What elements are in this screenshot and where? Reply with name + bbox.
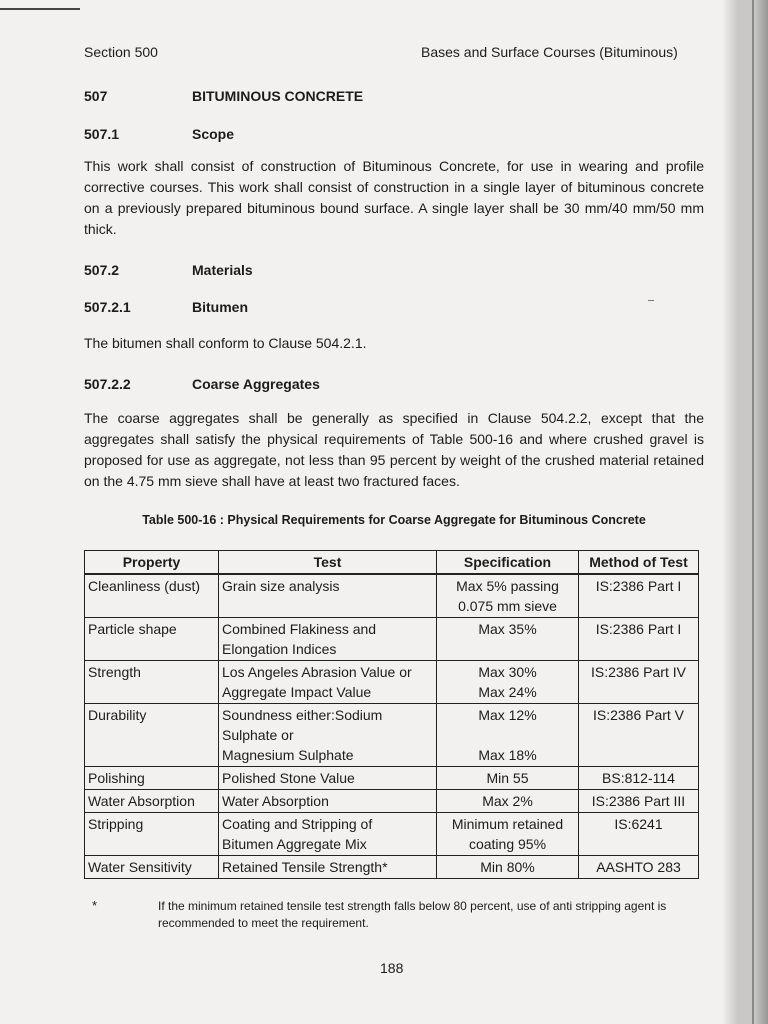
spec-line: Max 35% — [478, 621, 537, 637]
test-cell — [219, 704, 437, 767]
table-row — [85, 767, 699, 790]
property-cell: Water Sensitivity — [85, 856, 219, 879]
specification-cell — [437, 704, 579, 767]
coarse-aggregates-paragraph: The coarse aggregates shall be generally as specified in Clause 504.2.2, except that the aggregates shall satisfy the physical requirements of Table 500-16 and where crushed gravel is proposed for use as aggregate, not less than 95 percent by weight of the crushed material retained on the 4.75 mm sieve shall have at least two fractured faces. — [84, 410, 704, 489]
test-line: Water Absorption — [222, 793, 329, 809]
footnote-text: If the minimum retained tensile test strength falls below 80 percent, use of anti stripping agent is recommended to meet the requirement. — [158, 899, 667, 930]
page-number: 188 — [380, 960, 404, 976]
property-cell: Durability — [85, 704, 219, 767]
section-title: BITUMINOUS CONCRETE — [192, 88, 364, 104]
test-line: Sulphate or — [222, 727, 294, 743]
test-cell — [219, 767, 437, 790]
header-section: Section 500 — [84, 44, 158, 60]
bitumen-paragraph: The bitumen shall conform to Clause 504.2.1. — [84, 335, 367, 351]
test-line: Los Angeles Abrasion Value or — [222, 664, 412, 680]
property-cell: Particle shape — [85, 618, 219, 661]
spec-line: Max 24% — [478, 684, 537, 700]
table-row — [85, 618, 699, 661]
scope-paragraph: This work shall consist of construction of Bituminous Concrete, for use in wearing and profile corrective courses. This work shall consist of construction in a single layer of bituminous concrete on a previously prepared bituminous bound surface. A single layer shall be 30 mm/40 mm/50 mm thick. — [84, 158, 704, 237]
spec-line: 0.075 mm sieve — [458, 598, 557, 614]
table-row — [85, 813, 699, 856]
method-cell: BS:812-114 — [579, 767, 699, 790]
table-row — [85, 790, 699, 813]
property-cell: Water Absorption — [85, 790, 219, 813]
column-header-test: Test — [219, 551, 437, 575]
test-cell — [219, 574, 437, 618]
method-cell: IS:2386 Part IV — [579, 661, 699, 704]
table-row — [85, 661, 699, 704]
test-line: Elongation Indices — [222, 641, 337, 657]
test-line: Grain size analysis — [222, 578, 340, 594]
book-spine-shadow — [722, 0, 768, 1024]
method-cell: IS:6241 — [579, 813, 699, 856]
table-row — [85, 704, 699, 767]
header-chapter-title: Bases and Surface Courses (Bituminous) — [421, 44, 678, 60]
method-cell: IS:2386 Part V — [579, 704, 699, 767]
spec-spacer — [440, 725, 575, 745]
table-row — [85, 574, 699, 618]
test-cell — [219, 856, 437, 879]
method-cell: IS:2386 Part III — [579, 790, 699, 813]
test-line: Bitumen Aggregate Mix — [222, 836, 367, 852]
property-cell: Strength — [85, 661, 219, 704]
test-line: Magnesium Sulphate — [222, 747, 354, 763]
top-rule — [0, 8, 80, 10]
book-spine-edge — [752, 0, 754, 1024]
test-cell — [219, 661, 437, 704]
method-cell: IS:2386 Part I — [579, 618, 699, 661]
specification-cell — [437, 618, 579, 661]
test-cell — [219, 790, 437, 813]
property-cell: Stripping — [85, 813, 219, 856]
specification-cell — [437, 767, 579, 790]
specification-cell — [437, 790, 579, 813]
test-cell — [219, 618, 437, 661]
spec-line: Max 2% — [482, 793, 533, 809]
test-line: Retained Tensile Strength* — [222, 859, 388, 875]
specification-cell — [437, 856, 579, 879]
stray-mark — [648, 300, 654, 301]
section-number: 507.2.1 — [84, 299, 131, 315]
spec-line: Min 55 — [486, 770, 529, 786]
specification-cell — [437, 574, 579, 618]
spec-line: coating 95% — [468, 836, 547, 852]
test-line: Combined Flakiness and — [222, 621, 377, 637]
table-header-row — [85, 551, 699, 575]
section-title: Scope — [192, 126, 235, 142]
spec-line: Minimum retained — [451, 816, 564, 832]
table-row — [85, 856, 699, 879]
method-cell: AASHTO 283 — [579, 856, 699, 879]
specification-cell — [437, 813, 579, 856]
specification-cell — [437, 661, 579, 704]
section-title: Materials — [192, 262, 253, 278]
test-cell — [219, 813, 437, 856]
section-title: Bitumen — [192, 299, 248, 315]
column-header-specification: Specification — [437, 551, 579, 575]
column-header-method: Method of Test — [579, 551, 699, 575]
test-line: Coating and Stripping of — [222, 816, 373, 832]
spec-line: Max 12% — [478, 707, 537, 723]
spec-line: Max 18% — [478, 747, 537, 763]
footnote-marker: * — [92, 898, 98, 913]
table-caption: Table 500-16 : Physical Requirements for Coarse Aggregate for Bituminous Concrete — [142, 513, 646, 527]
column-header-property: Property — [85, 551, 219, 575]
method-cell: IS:2386 Part I — [579, 574, 699, 618]
test-line: Aggregate Impact Value — [222, 684, 372, 700]
property-cell: Cleanliness (dust) — [85, 574, 219, 618]
property-cell: Polishing — [85, 767, 219, 790]
spec-line: Max 5% passing — [456, 578, 559, 594]
section-number: 507.1 — [84, 126, 120, 142]
section-number: 507 — [84, 88, 108, 104]
section-title: Coarse Aggregates — [192, 376, 320, 392]
spec-line: Max 30% — [478, 664, 537, 680]
section-number: 507.2 — [84, 262, 120, 278]
test-line: Soundness either:Sodium — [222, 707, 383, 723]
test-line: Polished Stone Value — [222, 770, 355, 786]
section-number: 507.2.2 — [84, 376, 131, 392]
spec-line: Min 80% — [480, 859, 535, 875]
physical-requirements-table — [84, 550, 699, 879]
